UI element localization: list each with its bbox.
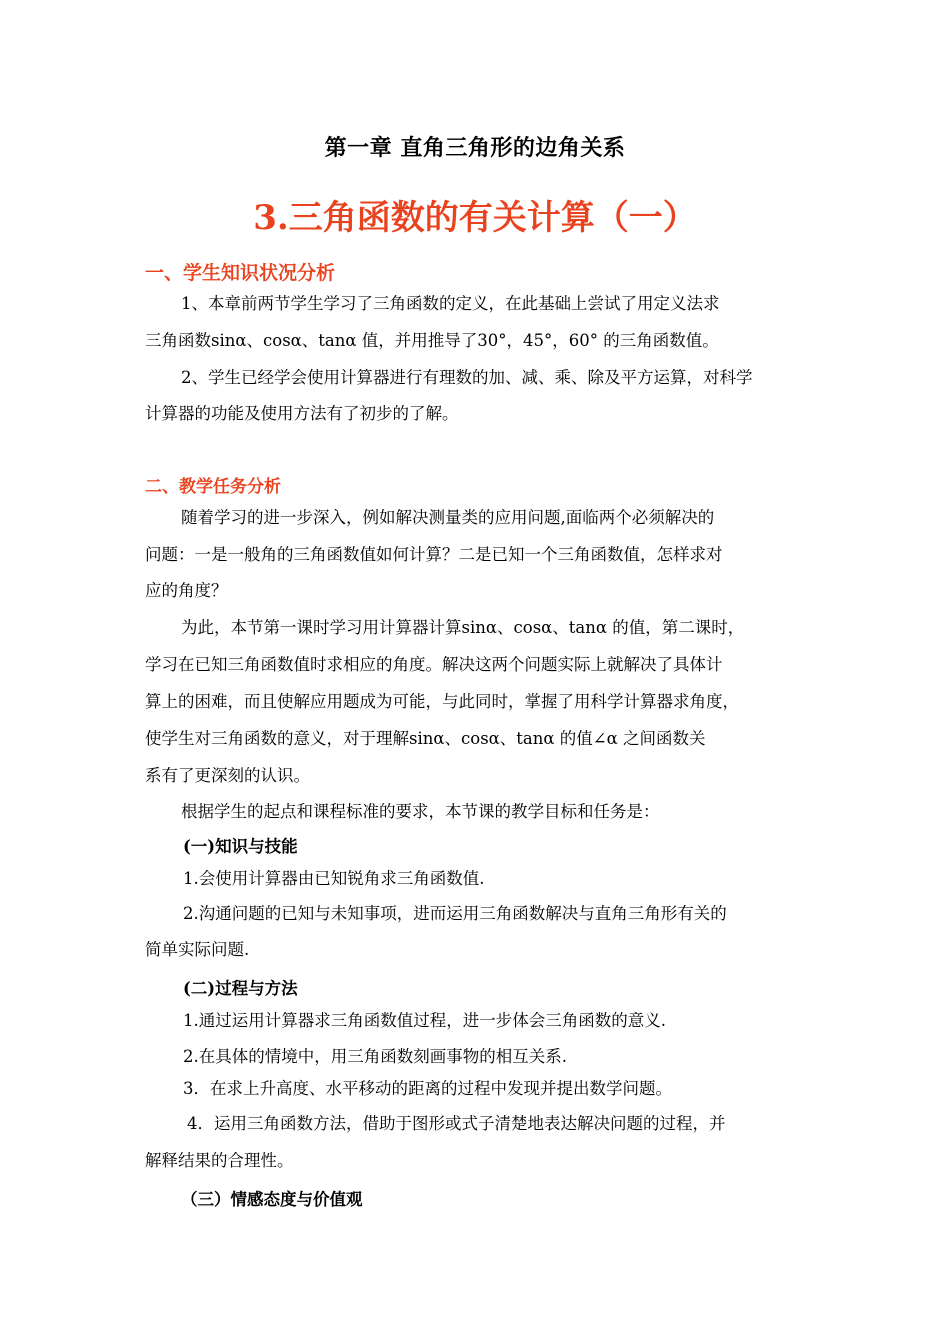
paragraph-line: 4．运用三角函数方法，借助于图形或式子清楚地表达解决问题的过程，并: [187, 1114, 726, 1133]
section-heading-student-knowledge: 一、学生知识状况分析: [145, 262, 336, 284]
paragraph-line: 随着学习的进一步深入，例如解决测量类的应用问题,面临两个必须解决的: [181, 508, 715, 527]
subheading-emotion-values: （三）情感态度与价值观: [181, 1190, 363, 1209]
paragraph-line: 三角函数sinα、cosα、tanα 值，并用推导了30°，45°，60° 的三角函数值。: [145, 331, 719, 350]
chapter-title: 第一章 直角三角形的边角关系: [324, 135, 626, 161]
subheading-knowledge-skills: (一)知识与技能: [183, 837, 298, 856]
subheading-process-methods: (二)过程与方法: [183, 979, 298, 998]
paragraph-line: 问题：一是一般角的三角函数值如何计算？二是已知一个三角函数值，怎样求对: [145, 545, 723, 564]
paragraph-line: 根据学生的起点和课程标准的要求，本节课的教学目标和任务是：: [181, 802, 660, 821]
paragraph-line: 算上的困难，而且使解应用题成为可能，与此同时，掌握了用科学计算器求角度，: [145, 692, 739, 711]
paragraph-line: 计算器的功能及使用方法有了初步的了解。: [145, 404, 459, 423]
paragraph-line: 学习在已知三角函数值时求相应的角度。解决这两个问题实际上就解决了具体计: [145, 655, 723, 674]
paragraph-line: 应的角度？: [145, 581, 228, 600]
section-heading-teaching-task: 二、教学任务分析: [145, 477, 281, 497]
paragraph-line: 2.在具体的情境中，用三角函数刻画事物的相互关系.: [183, 1047, 567, 1066]
paragraph-line: 解释结果的合理性。: [145, 1151, 294, 1170]
paragraph-line: 1.通过运用计算器求三角函数值过程，进一步体会三角函数的意义.: [183, 1011, 666, 1030]
paragraph-line: 简单实际问题.: [145, 940, 250, 959]
paragraph-line: 2.沟通问题的已知与未知事项，进而运用三角函数解决与直角三角形有关的: [183, 904, 727, 923]
paragraph-line: 1、本章前两节学生学习了三角函数的定义，在此基础上尝试了用定义法求: [181, 294, 720, 313]
paragraph-line: 2、学生已经学会使用计算器进行有理数的加、减、乘、除及平方运算，对科学: [181, 368, 753, 387]
lesson-title: 3.三角函数的有关计算（一）: [253, 198, 697, 238]
paragraph-line: 3．在求上升高度、水平移动的距离的过程中发现并提出数学问题。: [183, 1079, 672, 1098]
paragraph-line: 系有了更深刻的认识。: [145, 766, 310, 785]
paragraph-line: 使学生对三角函数的意义，对于理解sinα、cosα、tanα 的值∠α 之间函数关: [145, 729, 706, 748]
paragraph-line: 1.会使用计算器由已知锐角求三角函数值.: [183, 869, 485, 888]
paragraph-line: 为此，本节第一课时学习用计算器计算sinα、cosα、tanα 的值，第二课时，: [181, 618, 745, 637]
